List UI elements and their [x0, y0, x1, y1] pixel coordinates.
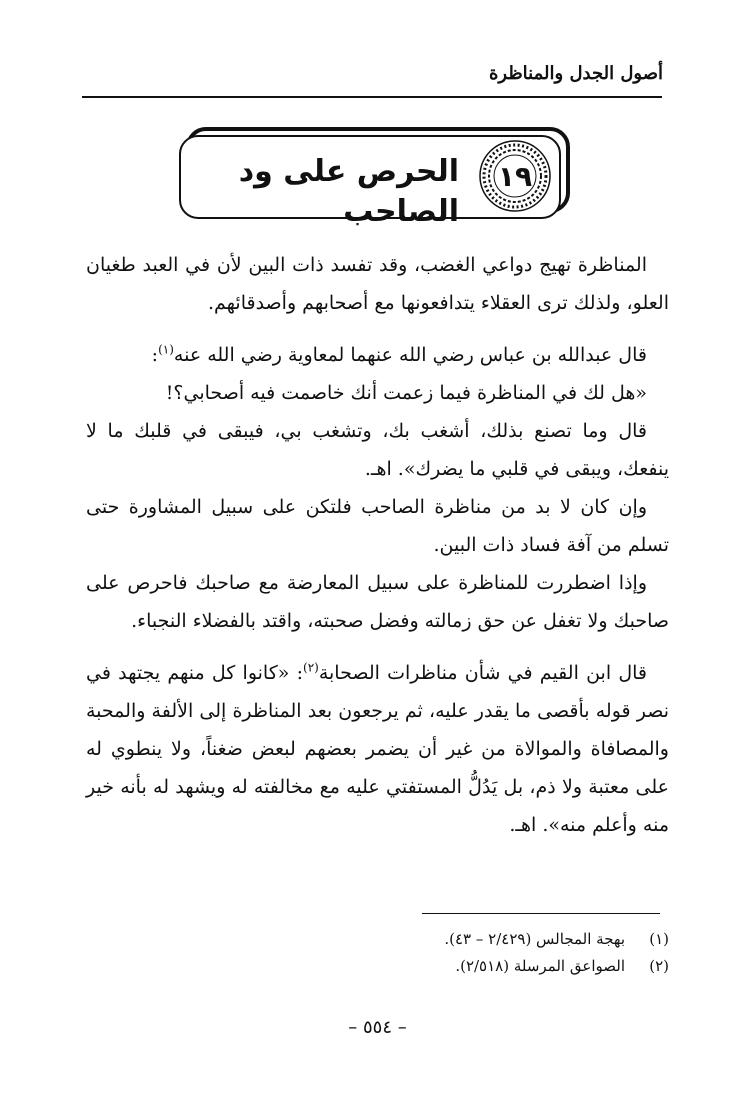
footnotes	[86, 926, 669, 980]
paragraph: «هل لك في المناظرة فيما زعمت أنك خاصمت فيه أصحابي؟!	[165, 382, 647, 404]
chapter-number: ١٩	[497, 160, 533, 193]
running-header: أصول الجدل والمناظرة	[488, 63, 663, 84]
footnote-text: الصواعق المرسلة (٢/٥١٨).	[455, 957, 625, 975]
footnote	[86, 926, 669, 953]
paragraph: قال ابن القيم في شأن مناظرات الصحابة$^{(٢)}$: «كانوا كل منهم يجتهد في نصر قوله بأقصى ما يقدر عليه، ثم يرجعون بعد المناظرة إلى الألفة والمحبة والمصافاة والموالاة من غير أن يضمر بعضهم لبعض ضغناً، ولا ينطوي له على معتبة ولا ذم، بل يَدُلُّ المستفتي عليه مع مخالفته له ويشهد له بأنه خير منه وأعلم منه». اهـ.	[86, 660, 669, 836]
footnote-rule	[422, 913, 660, 914]
footnote	[86, 953, 669, 980]
chapter-title: الحرص على ود الصاحب	[238, 154, 459, 229]
footnote-ref: (٢)	[303, 660, 319, 675]
header-rule	[82, 96, 662, 98]
footnote-number: (٢)	[649, 957, 669, 975]
paragraph: قال عبدالله بن عباس رضي الله عنهما لمعاوية رضي الله عنه$^{(١)}$:	[151, 342, 647, 366]
paragraph: وإن كان لا بد من مناظرة الصاحب فلتكن على سبيل المشاورة حتى تسلم من آفة فساد ذات البين.	[86, 496, 669, 556]
page-number: – ٥٥٤ –	[348, 1017, 407, 1038]
footnote-number: (١)	[649, 930, 669, 948]
paragraph: المناظرة تهيج دواعي الغضب، وقد تفسد ذات البين لأن في العبد طغيان العلو، ولذلك ترى العقلاء يتدافعونها مع أصحابهم وأصدقائهم.	[86, 254, 669, 314]
paragraph: وإذا اضطررت للمناظرة على سبيل المعارضة مع صاحبك فاحرص على صاحبك ولا تغفل عن حق زمالته وفضل صحبته، واقتد بالفضلاء النجباء.	[86, 572, 669, 632]
body-text	[86, 246, 669, 844]
footnote-text: بهجة المجالس (٢/٤٢٩ – ٤٣).	[444, 930, 625, 948]
footnote-ref: (١)	[158, 342, 174, 357]
paragraph: قال وما تصنع بذلك، أشغب بك، وتشغب بي، فيبقى في قلبك ما لا ينفعك، ويبقى في قلبي ما يضرك». اهـ.	[86, 420, 669, 480]
